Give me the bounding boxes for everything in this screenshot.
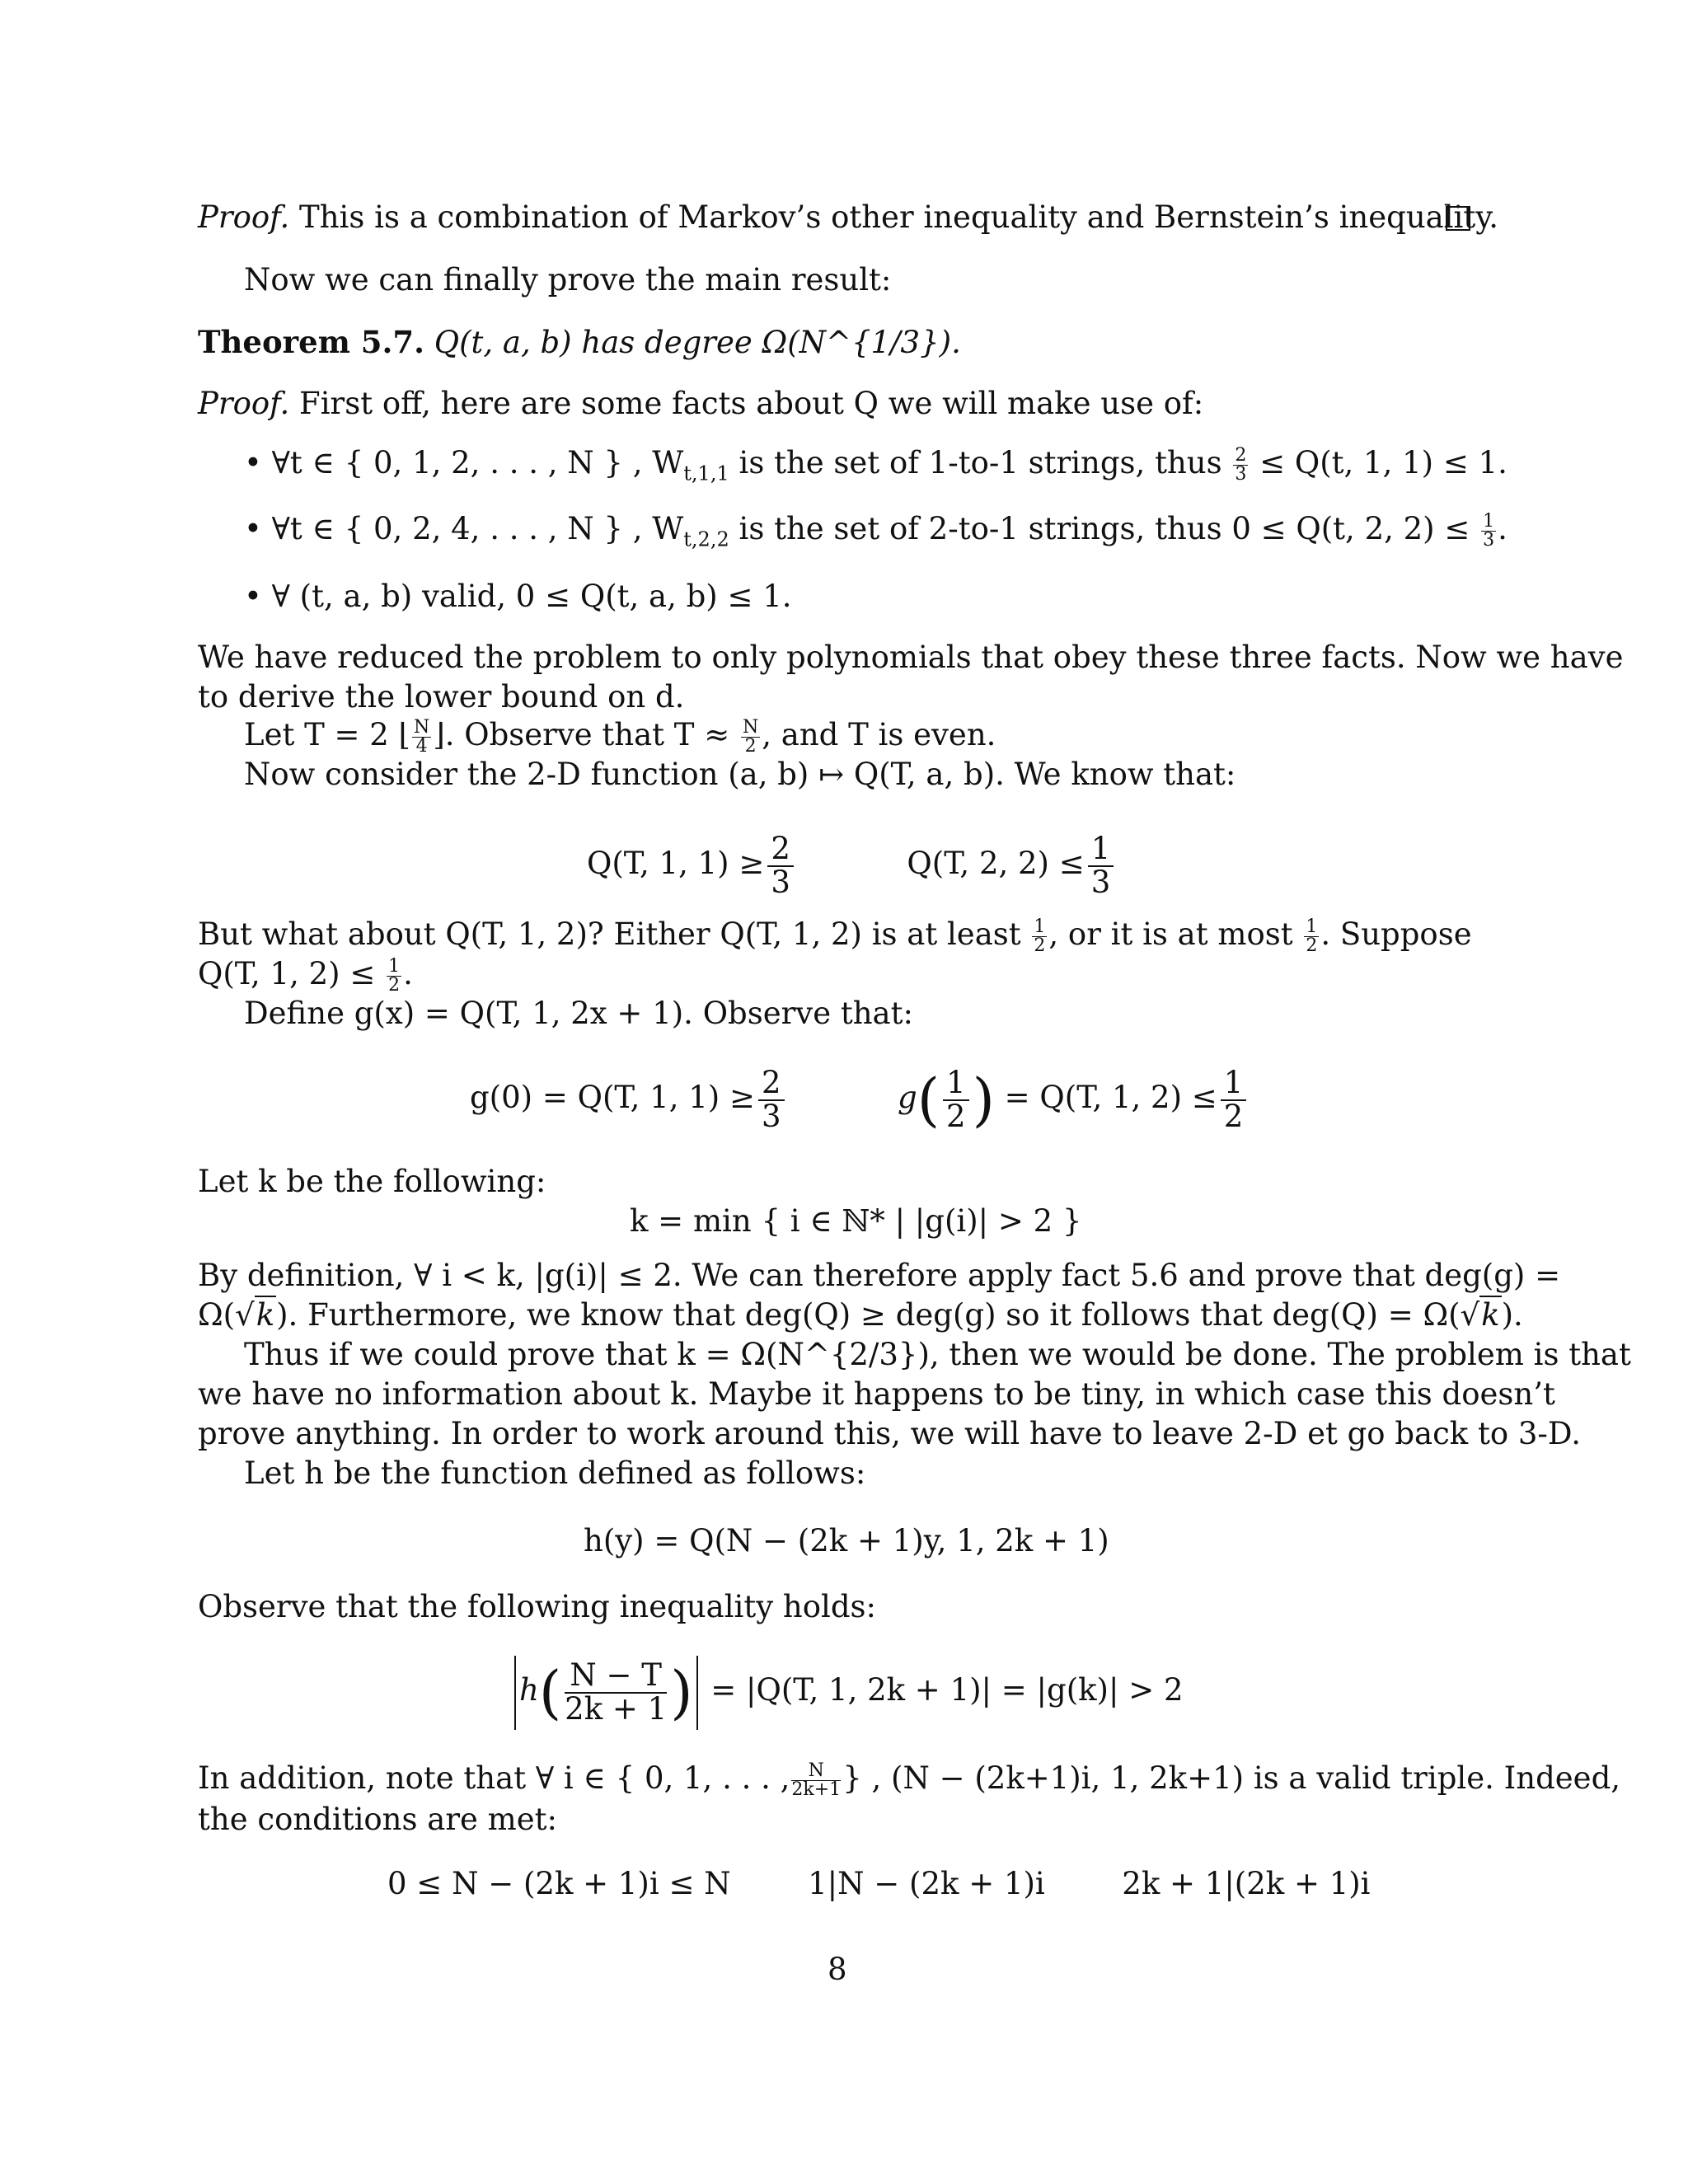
addition-line: In addition, note that ∀ i ∈ { 0, 1, . . . , $\frac{N}{2k+1}$ } , (N − (2k+1)i, 1, 2k+1) is a valid triple. Indeed, <box>198 1760 1621 1800</box>
fact1-prefix: ∀t ∈ { 0, 1, 2, . . . , N } , W <box>271 445 684 480</box>
fact2-mid: is the set of 2-to-1 strings, thus 0 ≤ Q(t, 2, 2) ≤ <box>729 511 1480 546</box>
equation-3: k = min { i ∈ ℕ* | |g(i)| > 2 } <box>630 1203 1082 1239</box>
let-T-line: Let T = 2 ⌊ $\frac{N}{4}$ ⌋. Observe that T ≈ $\frac{N}{2}$ , and T is even. <box>244 717 996 757</box>
fact1-sub: t,1,1 <box>683 462 729 485</box>
fact1-frac: $\frac{2}{3}$ <box>1235 445 1247 485</box>
equation-1: Q(T, 1, 1) ≥ $\frac{2}{3}$ Q(T, 2, 2) ≤ $\frac{1}{3}$ <box>587 824 1117 903</box>
equation-5: h( $\frac{N - T}{2k + 1}$ ) = |Q(T, 1, 2k + 1)| = |g(k)| > 2 <box>511 1645 1184 1736</box>
paragraph-2-line-1: By definition, ∀ i < k, |g(i)| ≤ 2. We can therefore apply fact 5.6 and prove that deg(g) = <box>198 1258 1561 1293</box>
proof-line-1 <box>198 199 1498 236</box>
bullet-icon: • <box>244 579 272 614</box>
fact2-suffix: . <box>1498 511 1507 546</box>
let-k-line: Let k be the following: <box>198 1164 546 1199</box>
paragraph-1-line-2: to derive the lower bound on d. <box>198 679 685 715</box>
observe-line: Observe that the following inequality holds: <box>198 1589 876 1624</box>
but-line-2: Q(T, 1, 2) ≤ $\frac{1}{2}$ . <box>198 956 413 996</box>
but-line: But what about Q(T, 1, 2)? Either Q(T, 1, 2) is at least $\frac{1}{2}$ , or it is at most $\frac{1}{2}$ . Suppose <box>198 916 1472 956</box>
fact-item-3 <box>244 579 792 615</box>
fact-item-2 <box>244 511 1507 557</box>
fact1-suffix: ≤ Q(t, 1, 1) ≤ 1. <box>1250 445 1507 480</box>
paragraph-1-line-1: We have reduced the problem to only polynomials that obey these three facts. Now we have <box>198 640 1624 675</box>
proof2-text: First off, here are some facts about Q we will make use of: <box>299 386 1204 421</box>
fact3-text: ∀ (t, a, b) valid, 0 ≤ Q(t, a, b) ≤ 1. <box>271 579 792 614</box>
paragraph-3-line-1: Thus if we could prove that k = Ω(N^{2/3}), then we would be done. The problem is that <box>244 1337 1631 1372</box>
equation-4: h(y) = Q(N − (2k + 1)y, 1, 2k + 1) <box>584 1523 1109 1558</box>
define-line: Define g(x) = Q(T, 1, 2x + 1). Observe that: <box>244 996 913 1031</box>
paragraph-3-line-2: we have no information about k. Maybe it happens to be tiny, in which case this doesn’t <box>198 1376 1555 1412</box>
equation-6: 0 ≤ N − (2k + 1)i ≤ N 1|N − (2k + 1)i 2k + 1|(2k + 1)i <box>387 1866 1371 1901</box>
fact-item-1 <box>244 445 1507 491</box>
paragraph-3-line-3: prove anything. In order to work around this, we will have to leave 2-D et go back to 3-D. <box>198 1416 1582 1451</box>
theorem-statement: Q(t, a, b) has degree Ω(N^{1/3}). <box>434 325 961 360</box>
equation-2: g(0) = Q(T, 1, 1) ≥ $\frac{2}{3}$ g( $\frac{1}{2}$ ) = Q(T, 1, 2) ≤ $\frac{1}{2}$ <box>470 1058 1250 1137</box>
proof-label: Proof. <box>198 199 290 235</box>
conditions-line: the conditions are met: <box>198 1802 557 1837</box>
proof-text: This is a combination of Markov’s other inequality and Bernstein’s inequality. <box>299 199 1499 235</box>
fact2-prefix: ∀t ∈ { 0, 2, 4, . . . , N } , W <box>271 511 684 546</box>
qed-square-icon <box>1446 206 1470 231</box>
page-number: 8 <box>828 1952 847 1987</box>
proof2-label: Proof. <box>198 386 290 421</box>
fact2-sub: t,2,2 <box>683 527 729 551</box>
fact2-frac: $\frac{1}{3}$ <box>1483 511 1495 551</box>
bullet-icon: • <box>244 445 272 480</box>
consider-line: Now consider the 2-D function (a, b) ↦ Q(T, a, b). We know that: <box>244 757 1236 792</box>
paragraph-2-line-2: Ω(√k). Furthermore, we know that deg(Q) ≥ deg(g) so it follows that deg(Q) = Ω(√k). <box>198 1297 1523 1333</box>
proof-line-2 <box>198 386 1203 422</box>
bullet-icon: • <box>244 511 272 546</box>
paragraph-3-line-4: Let h be the function defined as follows: <box>244 1455 866 1491</box>
intro-line: Now we can finally prove the main result: <box>244 262 892 298</box>
theorem-line <box>198 324 961 361</box>
theorem-label: Theorem 5.7. <box>198 324 424 360</box>
fact1-mid: is the set of 1-to-1 strings, thus <box>729 445 1232 480</box>
